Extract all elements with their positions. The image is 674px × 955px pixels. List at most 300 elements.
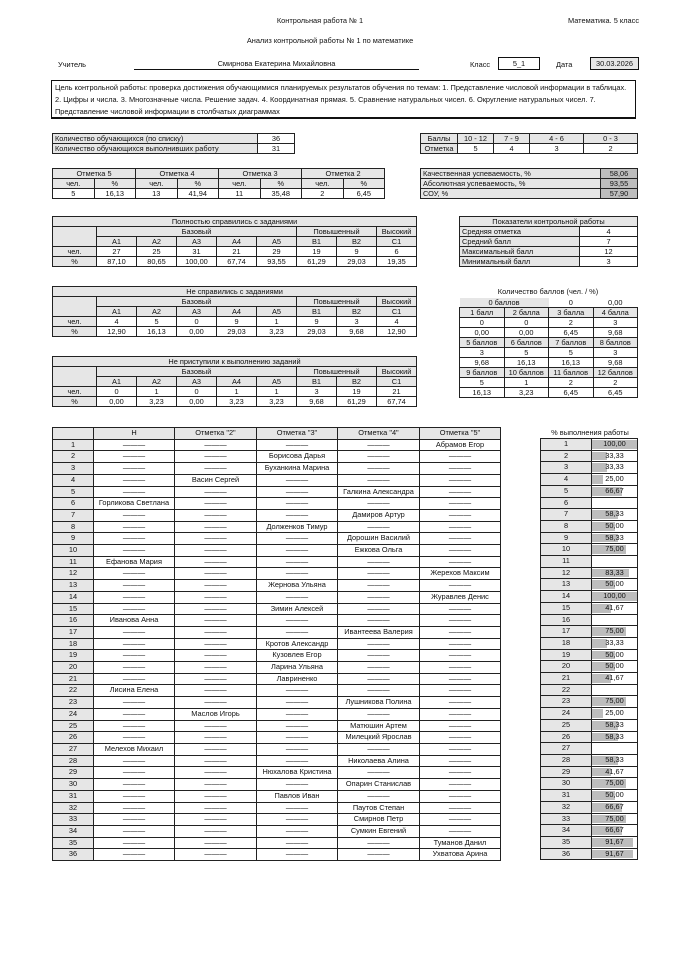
empty-dash: ——— [257,825,338,837]
task-percent: 3,23 [257,327,297,337]
completion-row [541,731,638,743]
student-name: Туманов Данил [420,837,501,849]
points-people: 5 [549,348,594,358]
grade-people: 2 [302,189,344,199]
indicators-title: Показатели контрольной работы [460,217,638,227]
table-row [53,755,501,767]
completion-cell [592,474,638,486]
empty-dash: ——— [257,814,338,826]
completion-cell [592,825,638,837]
table-row [53,779,501,791]
date-value: 30.03.2026 [590,57,639,70]
row-number: 18 [53,638,94,650]
row-number: 23 [541,696,592,708]
task-people: 31 [177,247,217,257]
completion-row [541,602,638,614]
empty-dash: ——— [420,814,501,826]
task-header: A5 [257,237,297,247]
student-name: Маслов Игорь [175,708,257,720]
points-people: 5 [460,378,505,388]
completion-cell [592,544,638,556]
student-name: Сумкин Евгений [338,825,420,837]
empty-dash: ——— [257,556,338,568]
grade-value: 2 [584,144,638,154]
row-number: 27 [53,743,94,755]
empty-dash: ——— [257,697,338,709]
task-header: A4 [217,377,257,387]
task-people: 0 [177,317,217,327]
empty-dash: ——— [94,708,175,720]
empty-dash: ——— [94,463,175,475]
empty-dash: ——— [94,802,175,814]
completion-cell [592,602,638,614]
empty-dash: ——— [257,743,338,755]
empty-dash: ——— [94,662,175,674]
task-header: B2 [337,307,377,317]
row-number: 25 [541,719,592,731]
quality-value: 58,06 [601,169,638,179]
roster-header: Отметка "2" [175,428,257,440]
empty-dash: ——— [338,638,420,650]
points-people: 2 [593,378,638,388]
task-header: A2 [137,377,177,387]
grade-value: 4 [494,144,530,154]
completion-row [541,673,638,685]
task-header: B1 [297,307,337,317]
completion-row [541,743,638,755]
empty-dash: ——— [420,615,501,627]
empty-dash: ——— [257,509,338,521]
points-label: 3 балла [549,308,594,318]
task-header: B1 [297,377,337,387]
quality-table [420,168,638,199]
level-basic: Базовый [97,297,297,307]
people-label: чел. [53,387,97,397]
task-people: 21 [377,387,417,397]
row-number: 35 [541,836,592,848]
completion-cell [592,684,638,696]
empty-dash: ——— [420,650,501,662]
empty-dash: ——— [338,708,420,720]
empty-dash: ——— [420,580,501,592]
row-number: 25 [53,720,94,732]
student-name: Ухватова Арина [420,849,501,861]
completion-cell [592,591,638,603]
row-number: 14 [541,591,592,603]
table-row [53,732,501,744]
student-name: Лавриненко [257,673,338,685]
indicator-value: 4 [580,227,638,237]
completion-value: 50,00 [605,649,624,659]
task-people: 4 [377,317,417,327]
student-name: Дорошин Василий [338,533,420,545]
empty-dash: ——— [175,486,257,498]
empty-dash: ——— [175,626,257,638]
student-name: Лисина Елена [94,685,175,697]
points-dist-title: Количество баллов (чел. / %) [497,287,599,296]
quality-value: 93,55 [601,179,638,189]
student-name: Буханкина Марина [257,463,338,475]
completion-bar [592,475,603,484]
grade-header: Отметка 2 [302,169,385,179]
empty-dash: ——— [420,474,501,486]
task-percent: 80,65 [137,257,177,267]
completion-row [541,754,638,766]
completed-title: Полностью справились с заданиями [53,217,417,227]
completion-row [541,532,638,544]
empty-dash: ——— [420,463,501,475]
indicator-value: 7 [580,237,638,247]
row-number: 31 [53,790,94,802]
completion-value: 58,33 [605,754,624,764]
table-row [53,849,501,861]
completion-row [541,544,638,556]
empty-dash: ——— [94,814,175,826]
row-number: 17 [53,626,94,638]
points-people: 5 [504,348,549,358]
row-number: 31 [541,790,592,802]
completion-value: 83,33 [605,567,624,577]
completion-value: 75,00 [605,696,624,706]
completion-row [541,801,638,813]
empty-dash: ——— [257,533,338,545]
table-row [53,533,501,545]
row-number: 36 [53,849,94,861]
quality-label: СОУ, % [421,189,601,199]
student-name: Кротов Александр [257,638,338,650]
completion-row [541,661,638,673]
points-label: 9 баллов [460,368,505,378]
empty-dash: ——— [420,533,501,545]
completion-cell [592,673,638,685]
grade-people: 11 [219,189,261,199]
percent-label: % [53,327,97,337]
row-number: 29 [53,767,94,779]
completion-value: 33,33 [605,637,624,647]
empty-dash: ——— [175,685,257,697]
row-number: 26 [53,732,94,744]
row-number: 21 [541,673,592,685]
teacher-name: Смирнова Екатерина Михайловна [134,58,419,70]
empty-dash: ——— [94,697,175,709]
row-number: 36 [541,848,592,860]
row-number: 7 [53,509,94,521]
percent-label: % [53,397,97,407]
empty-dash: ——— [94,849,175,861]
indicator-label: Максимальный балл [460,247,580,257]
empty-dash: ——— [94,638,175,650]
completion-value: 58,33 [605,509,624,519]
empty-dash: ——— [420,638,501,650]
completion-row [541,836,638,848]
table-row [53,697,501,709]
points-people: 3 [593,318,638,328]
table-row [53,767,501,779]
empty-dash: ——— [338,650,420,662]
quality-value: 57,90 [601,189,638,199]
empty-dash: ——— [338,603,420,615]
completion-value: 25,00 [605,708,624,718]
row-number: 19 [541,649,592,661]
level-basic: Базовый [97,227,297,237]
indicator-label: Минимальный балл [460,257,580,267]
grade-percent: 6,45 [343,189,385,199]
goal-text: Цель контрольной работы: проверка достижения обучающимися планируемых результатов обучения по темам: 1. Представление числовой информации в таблицах. 2. Цифры и числа. 3. Многозначные числа. Решение задач. 4. Координатная прямая. 5. Сравнение натуральных чисел. 6. Округление натуральных чисел. 7. Представление числовой информации в столбчатых диаграммах [51,80,636,119]
empty-dash: ——— [94,603,175,615]
empty-dash: ——— [257,755,338,767]
percent-label: % [177,179,219,189]
table-row [53,615,501,627]
people-label: чел. [53,247,97,257]
task-people: 4 [97,317,137,327]
empty-dash: ——— [175,662,257,674]
grade-percent: 41,94 [177,189,219,199]
subject-label: Математика. 5 класс [568,16,640,25]
roster-header [53,428,94,440]
level-advanced: Повышенный [297,297,377,307]
empty-dash: ——— [175,779,257,791]
empty-dash: ——— [94,451,175,463]
table-row [53,626,501,638]
points-range: 4 - 6 [530,134,584,144]
points-people: 2 [549,378,594,388]
points-range: 7 - 9 [494,134,530,144]
task-header: A3 [177,377,217,387]
student-name: Васин Сергей [175,474,257,486]
points-label: 4 балла [593,308,638,318]
grade-header: Отметка 3 [219,169,302,179]
date-label: Дата [556,60,573,69]
task-percent: 29,03 [337,257,377,267]
empty-dash: ——— [94,509,175,521]
completion-cell [592,719,638,731]
row-number: 5 [53,486,94,498]
count-label: Количество обучающихся (по списку) [53,134,258,144]
empty-dash: ——— [175,463,257,475]
task-percent: 0,00 [177,327,217,337]
class-label: Класс [470,60,491,69]
table-row [53,556,501,568]
completion-value: 41,67 [605,673,624,683]
student-name: Борисова Дарья [257,451,338,463]
completion-row [541,649,638,661]
empty-dash: ——— [338,580,420,592]
row-number: 9 [53,533,94,545]
completion-cell [592,532,638,544]
document-title: Контрольная работа № 1 [276,16,364,25]
table-row [53,802,501,814]
task-people: 1 [257,387,297,397]
points-people: 0 [460,318,505,328]
completion-cell [592,790,638,802]
empty-dash: ——— [94,732,175,744]
empty-dash: ——— [338,451,420,463]
table-row [53,673,501,685]
row-number: 16 [53,615,94,627]
completion-bar [592,709,603,718]
student-name: Зимин Алексей [257,603,338,615]
task-percent: 100,00 [177,257,217,267]
row-number: 34 [541,825,592,837]
student-name: Милецкий Ярослав [338,732,420,744]
row-number: 7 [541,509,592,521]
empty-dash: ——— [420,697,501,709]
task-people: 29 [257,247,297,257]
empty-dash: ——— [175,580,257,592]
empty-dash: ——— [175,720,257,732]
empty-dash: ——— [338,474,420,486]
table-row [53,708,501,720]
task-header: A4 [217,307,257,317]
task-percent: 3,23 [137,397,177,407]
completion-value: 100,00 [603,439,626,448]
row-number: 22 [541,684,592,696]
row-number: 15 [53,603,94,615]
empty-dash: ——— [257,685,338,697]
completion-row [541,450,638,462]
failed-title: Не справились с заданиями [53,287,417,297]
empty-dash: ——— [94,837,175,849]
empty-dash: ——— [94,521,175,533]
indicator-value: 3 [580,257,638,267]
points-label: 10 баллов [504,368,549,378]
level-advanced: Повышенный [297,227,377,237]
empty-dash: ——— [175,697,257,709]
empty-dash: ——— [338,591,420,603]
row-number: 33 [541,813,592,825]
task-people: 5 [137,317,177,327]
task-header: C1 [377,237,417,247]
student-name: Горликова Светлана [94,498,175,510]
empty-dash: ——— [420,779,501,791]
completion-row [541,567,638,579]
task-people: 25 [137,247,177,257]
task-people: 19 [297,247,337,257]
completion-row [541,591,638,603]
completion-cell [592,509,638,521]
student-name: Ежкова Ольга [338,545,420,557]
row-number: 19 [53,650,94,662]
task-people: 9 [217,317,257,327]
task-header: B2 [337,377,377,387]
table-row [53,837,501,849]
task-people: 1 [217,387,257,397]
completion-cell [592,450,638,462]
completion-row [541,696,638,708]
row-number: 8 [53,521,94,533]
empty-dash: ——— [338,498,420,510]
completion-value: 33,33 [605,462,624,472]
task-header: A3 [177,307,217,317]
completion-row [541,474,638,486]
zero-points-label: 0 баллов [460,298,549,308]
completion-cell [592,801,638,813]
empty-dash: ——— [94,474,175,486]
row-number: 10 [53,545,94,557]
table-row [53,650,501,662]
row-number: 35 [53,837,94,849]
task-people: 9 [337,247,377,257]
task-header: A5 [257,307,297,317]
task-people: 0 [177,387,217,397]
row-number: 6 [53,498,94,510]
empty-dash: ——— [94,779,175,791]
table-row [53,790,501,802]
completion-row [541,790,638,802]
row-number: 3 [541,462,592,474]
points-people: 1 [504,378,549,388]
task-percent: 29,03 [297,327,337,337]
completion-value: 91,67 [605,848,624,858]
table-row [53,498,501,510]
task-percent: 12,90 [377,327,417,337]
task-percent: 9,68 [337,327,377,337]
teacher-label: Учитель [58,60,87,69]
zero-points-people: 0 [568,298,573,307]
task-header: A5 [257,377,297,387]
completion-row [541,556,638,568]
empty-dash: ——— [338,790,420,802]
empty-dash: ——— [175,825,257,837]
completed-tasks-table [52,216,417,267]
row-number: 5 [541,485,592,497]
empty-dash: ——— [94,825,175,837]
completion-cell [592,462,638,474]
task-header: A4 [217,237,257,247]
empty-dash: ——— [257,591,338,603]
row-number: 28 [53,755,94,767]
points-percent: 9,68 [460,358,505,368]
completion-value: 41,67 [605,766,624,776]
points-range: 0 - 3 [584,134,638,144]
corner-cell [53,227,97,247]
table-row [53,638,501,650]
completion-row [541,614,638,626]
student-name: Нюхалова Кристина [257,767,338,779]
task-percent: 29,03 [217,327,257,337]
empty-dash: ——— [175,521,257,533]
points-percent: 9,68 [593,328,638,338]
student-name: Ефанова Мария [94,556,175,568]
student-name: Павлов Иван [257,790,338,802]
row-number: 34 [53,825,94,837]
task-people: 9 [297,317,337,327]
row-number: 12 [53,568,94,580]
completion-cell [592,848,638,860]
row-number: 23 [53,697,94,709]
task-header: B2 [337,237,377,247]
points-label: Баллы [421,134,458,144]
completion-row [541,497,638,509]
task-header: A1 [97,307,137,317]
table-row [53,439,501,451]
row-number: 28 [541,754,592,766]
empty-dash: ——— [338,673,420,685]
roster-header: Отметка "5" [420,428,501,440]
not_started-title: Не приступили к выполнению заданий [53,357,417,367]
student-name: Дамиров Артур [338,509,420,521]
empty-dash: ——— [420,603,501,615]
row-number: 26 [541,731,592,743]
task-people: 6 [377,247,417,257]
completion-cell [592,743,638,755]
completion-cell [592,637,638,649]
task-header: A2 [137,237,177,247]
completion-cell [592,661,638,673]
completion-row [541,813,638,825]
not-started-tasks-table [52,356,417,407]
completion-row [541,719,638,731]
